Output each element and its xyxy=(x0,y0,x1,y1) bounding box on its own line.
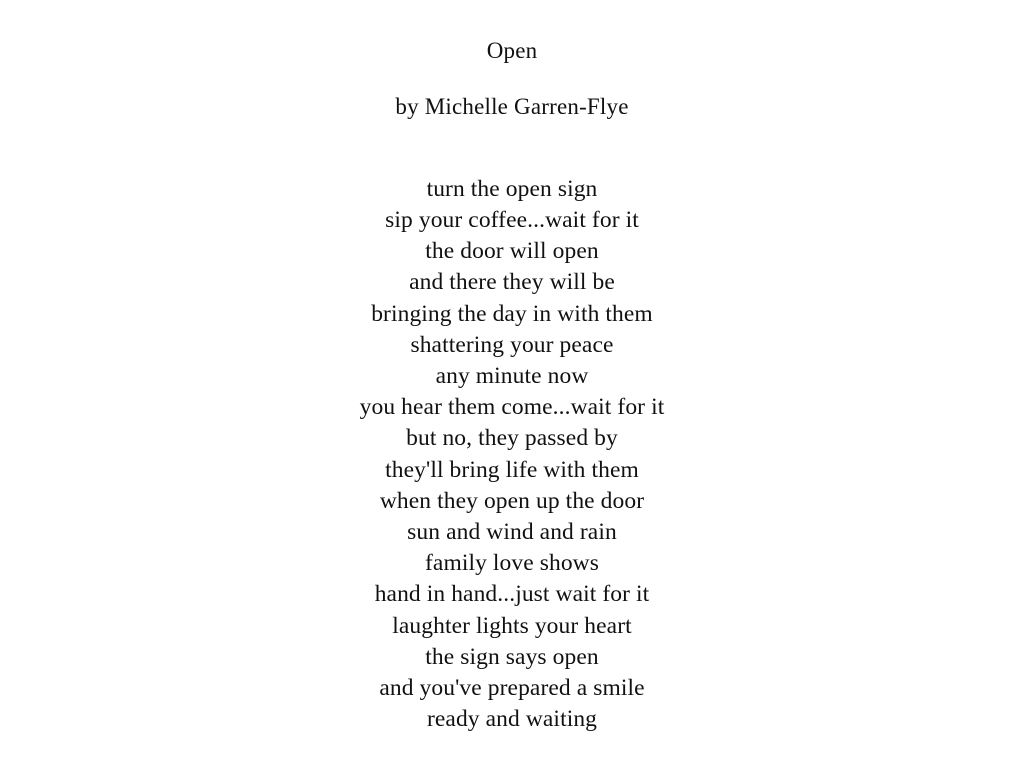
poem-line: the door will open xyxy=(425,238,599,265)
poem-line: ready and waiting xyxy=(426,706,598,733)
page-title: Open xyxy=(486,38,538,63)
poem-line: you hear them come...wait for it xyxy=(359,394,665,421)
poem-line: and there they will be xyxy=(409,269,615,296)
poem-line: the sign says open xyxy=(425,643,599,670)
poem-line: any minute now xyxy=(435,363,589,389)
poem-line: they'll bring life with them xyxy=(385,456,639,483)
poem-line: sun and wind and rain xyxy=(407,519,617,546)
poem-body xyxy=(360,174,665,736)
author-byline: by Michelle Garren-Flye xyxy=(395,93,629,119)
poem-line: and you've prepared a smile xyxy=(379,675,645,702)
poem-line: laughter lights your heart xyxy=(392,612,632,639)
poem-line: hand in hand...just wait for it xyxy=(374,581,650,608)
poem-line: bringing the day in with them xyxy=(371,300,653,327)
poem-line: sip your coffee...wait for it xyxy=(385,206,639,233)
poem-line: when they open up the door xyxy=(379,487,645,514)
poem-line: but no, they passed by xyxy=(406,425,618,452)
poem-line: turn the open sign xyxy=(426,175,598,202)
poem-line: shattering your peace xyxy=(410,331,614,358)
poem-line: family love shows xyxy=(424,550,599,577)
